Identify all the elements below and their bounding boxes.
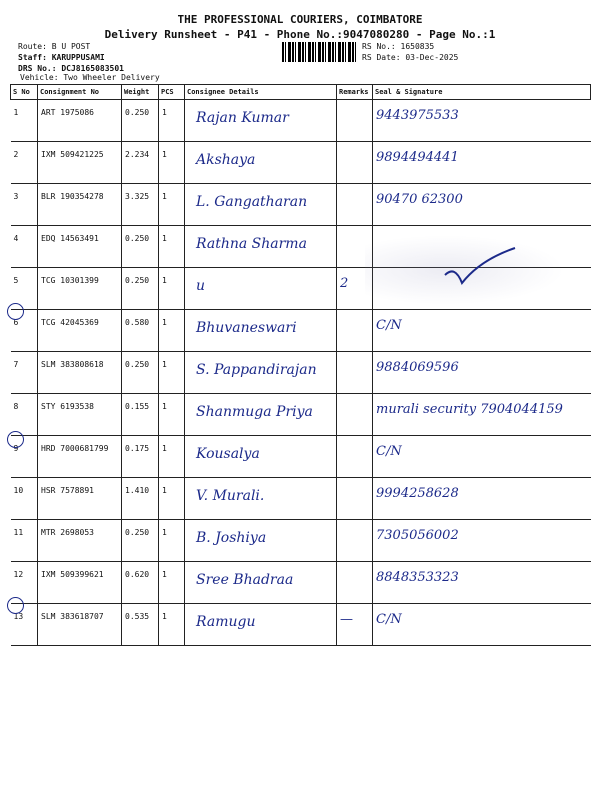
row-consignee: L. Gangatharan: [196, 194, 308, 210]
row-pcs: 1: [159, 226, 185, 268]
barcode-image: [282, 42, 358, 62]
row-sno: 1: [11, 100, 38, 142]
row-remarks-cell: [337, 352, 373, 394]
row-remarks-cell: [337, 184, 373, 226]
row-remarks-cell: [337, 562, 373, 604]
row-remarks-cell: [337, 310, 373, 352]
row-consignment-no: SLM 383618707: [38, 604, 122, 646]
row-pcs: 1: [159, 520, 185, 562]
row-remarks-cell: [337, 142, 373, 184]
row-remarks: —: [340, 612, 353, 627]
row-consignee: V. Murali.: [196, 488, 265, 504]
row-sno: 2: [11, 142, 38, 184]
row-consignment-no: TCG 42045369: [38, 310, 122, 352]
row-sno: 10: [11, 478, 38, 520]
row-remarks-cell: [337, 478, 373, 520]
row-consignee-cell: [185, 436, 337, 478]
col-consignee: Consignee Details: [185, 85, 337, 100]
row-signature: C/N: [376, 444, 402, 459]
row-remarks-cell: [337, 520, 373, 562]
vehicle-label: Vehicle: Two Wheeler Delivery: [20, 73, 160, 82]
row-consignee-cell: [185, 100, 337, 142]
col-remarks: Remarks: [337, 85, 373, 100]
row-signature: murali security 7904044159: [376, 402, 563, 417]
row-weight: 0.155: [122, 394, 159, 436]
row-consignment-no: BLR 190354278: [38, 184, 122, 226]
row-pcs: 1: [159, 352, 185, 394]
row-consignee-cell: [185, 604, 337, 646]
row-consignment-no: TCG 10301399: [38, 268, 122, 310]
row-weight: 0.250: [122, 520, 159, 562]
row-consignee: Rajan Kumar: [196, 110, 289, 126]
row-pcs: 1: [159, 436, 185, 478]
row-pcs: 1: [159, 604, 185, 646]
circle-mark-13: [7, 597, 24, 614]
row-consignee: Kousalya: [196, 446, 260, 462]
row-sno: 3: [11, 184, 38, 226]
table-header-row: [11, 85, 591, 100]
row-consignment-no: EDQ 14563491: [38, 226, 122, 268]
row-remarks: 2: [340, 276, 349, 291]
row-consignee: Shanmuga Priya: [196, 404, 313, 420]
row-weight: 2.234: [122, 142, 159, 184]
row-weight: 0.250: [122, 100, 159, 142]
row-remarks-cell: [337, 604, 373, 646]
row-signature-cell: [373, 520, 591, 562]
row-weight: 0.250: [122, 226, 159, 268]
row-consignee: Ramugu: [196, 614, 256, 630]
row-signature-cell: [373, 142, 591, 184]
row-signature-cell: [373, 100, 591, 142]
row-signature-cell: [373, 604, 591, 646]
row-signature-cell: [373, 310, 591, 352]
row-pcs: 1: [159, 268, 185, 310]
row-sno: 4: [11, 226, 38, 268]
row-sno: 13: [11, 604, 38, 646]
row-signature-cell: [373, 562, 591, 604]
row-consignee: Akshaya: [196, 152, 256, 168]
table-row: [11, 436, 591, 478]
col-consignment-no: Consignment No: [38, 85, 122, 100]
staff-label: Staff: KARUPPUSAMI: [18, 53, 105, 62]
col-weight: Weight: [122, 85, 159, 100]
runsheet-table: [10, 84, 591, 646]
row-weight: 0.175: [122, 436, 159, 478]
row-consignee-cell: [185, 310, 337, 352]
row-consignee: u: [196, 278, 206, 294]
row-remarks-cell: [337, 100, 373, 142]
row-pcs: 1: [159, 310, 185, 352]
row-consignee: S. Pappandirajan: [196, 362, 317, 378]
row-weight: 0.535: [122, 604, 159, 646]
row-sno: 9: [11, 436, 38, 478]
row-signature-cell: [373, 478, 591, 520]
row-pcs: 1: [159, 142, 185, 184]
row-pcs: 1: [159, 394, 185, 436]
row-consignee-cell: [185, 562, 337, 604]
table-row: [11, 478, 591, 520]
table-row: [11, 184, 591, 226]
row-sno: 7: [11, 352, 38, 394]
table-row: [11, 562, 591, 604]
row-pcs: 1: [159, 100, 185, 142]
row-weight: 0.580: [122, 310, 159, 352]
row-remarks-cell: [337, 394, 373, 436]
col-seal-signature: Seal & Signature: [373, 85, 591, 100]
row-consignment-no: HSR 7578891: [38, 478, 122, 520]
table-row: [11, 394, 591, 436]
table-row: [11, 100, 591, 142]
rs-number: RS No.: 1650835: [362, 42, 435, 51]
col-sno: S No: [11, 85, 38, 100]
row-pcs: 1: [159, 478, 185, 520]
row-sno: 5: [11, 268, 38, 310]
company-title: THE PROFESSIONAL COURIERS, COIMBATORE: [177, 13, 423, 26]
row-consignee-cell: [185, 226, 337, 268]
row-signature: C/N: [376, 318, 402, 333]
row-consignment-no: MTR 2698053: [38, 520, 122, 562]
row-consignee-cell: [185, 394, 337, 436]
row-consignment-no: STY 6193538: [38, 394, 122, 436]
row-consignee-cell: [185, 268, 337, 310]
runsheet-subtitle: Delivery Runsheet - P41 - Phone No.:9047080280 - Page No.:1: [104, 28, 496, 41]
table-row: [11, 310, 591, 352]
row-consignee-cell: [185, 520, 337, 562]
circle-mark-9: [7, 431, 24, 448]
row-consignee: Bhuvaneswari: [196, 320, 297, 336]
row-consignee: Sree Bhadraa: [196, 572, 294, 588]
row-signature: 90470 62300: [376, 192, 463, 207]
row-signature: C/N: [376, 612, 402, 627]
row-signature: 7305056002: [376, 528, 459, 543]
drs-number: DRS No.: DCJ8165083501: [18, 64, 124, 73]
row-signature: 9894494441: [376, 150, 459, 165]
row-consignee-cell: [185, 142, 337, 184]
row-weight: 0.250: [122, 268, 159, 310]
row-consignment-no: IXM 509399621: [38, 562, 122, 604]
row-signature: 9443975533: [376, 108, 459, 123]
row-consignment-no: IXM 509421225: [38, 142, 122, 184]
row-consignee: Rathna Sharma: [196, 236, 307, 252]
row-weight: 0.620: [122, 562, 159, 604]
row-pcs: 1: [159, 562, 185, 604]
row-sno: 8: [11, 394, 38, 436]
row-signature: 9884069596: [376, 360, 459, 375]
row-consignee-cell: [185, 352, 337, 394]
row-weight: 0.250: [122, 352, 159, 394]
row-signature-cell: [373, 352, 591, 394]
row-consignee-cell: [185, 478, 337, 520]
route-label: Route: B U POST: [18, 42, 91, 51]
checkmark-signature-icon: [440, 245, 520, 290]
row-remarks-cell: [337, 436, 373, 478]
row-signature: 9994258628: [376, 486, 459, 501]
table-row: [11, 604, 591, 646]
row-consignee-cell: [185, 184, 337, 226]
col-pcs: PCS: [159, 85, 185, 100]
row-sno: 12: [11, 562, 38, 604]
row-pcs: 1: [159, 184, 185, 226]
row-consignment-no: HRD 7000681799: [38, 436, 122, 478]
row-signature-cell: [373, 184, 591, 226]
table-row: [11, 352, 591, 394]
row-weight: 3.325: [122, 184, 159, 226]
row-consignment-no: ART 1975086: [38, 100, 122, 142]
row-sno: 6: [11, 310, 38, 352]
rs-date: RS Date: 03-Dec-2025: [362, 53, 459, 62]
row-signature: 8848353323: [376, 570, 459, 585]
table-row: [11, 142, 591, 184]
row-signature-cell: [373, 394, 591, 436]
table-row: [11, 520, 591, 562]
row-weight: 1.410: [122, 478, 159, 520]
row-sno: 11: [11, 520, 38, 562]
row-consignment-no: SLM 383808618: [38, 352, 122, 394]
circle-mark-6: [7, 303, 24, 320]
row-signature-cell: [373, 436, 591, 478]
row-consignee: B. Joshiya: [196, 530, 267, 546]
